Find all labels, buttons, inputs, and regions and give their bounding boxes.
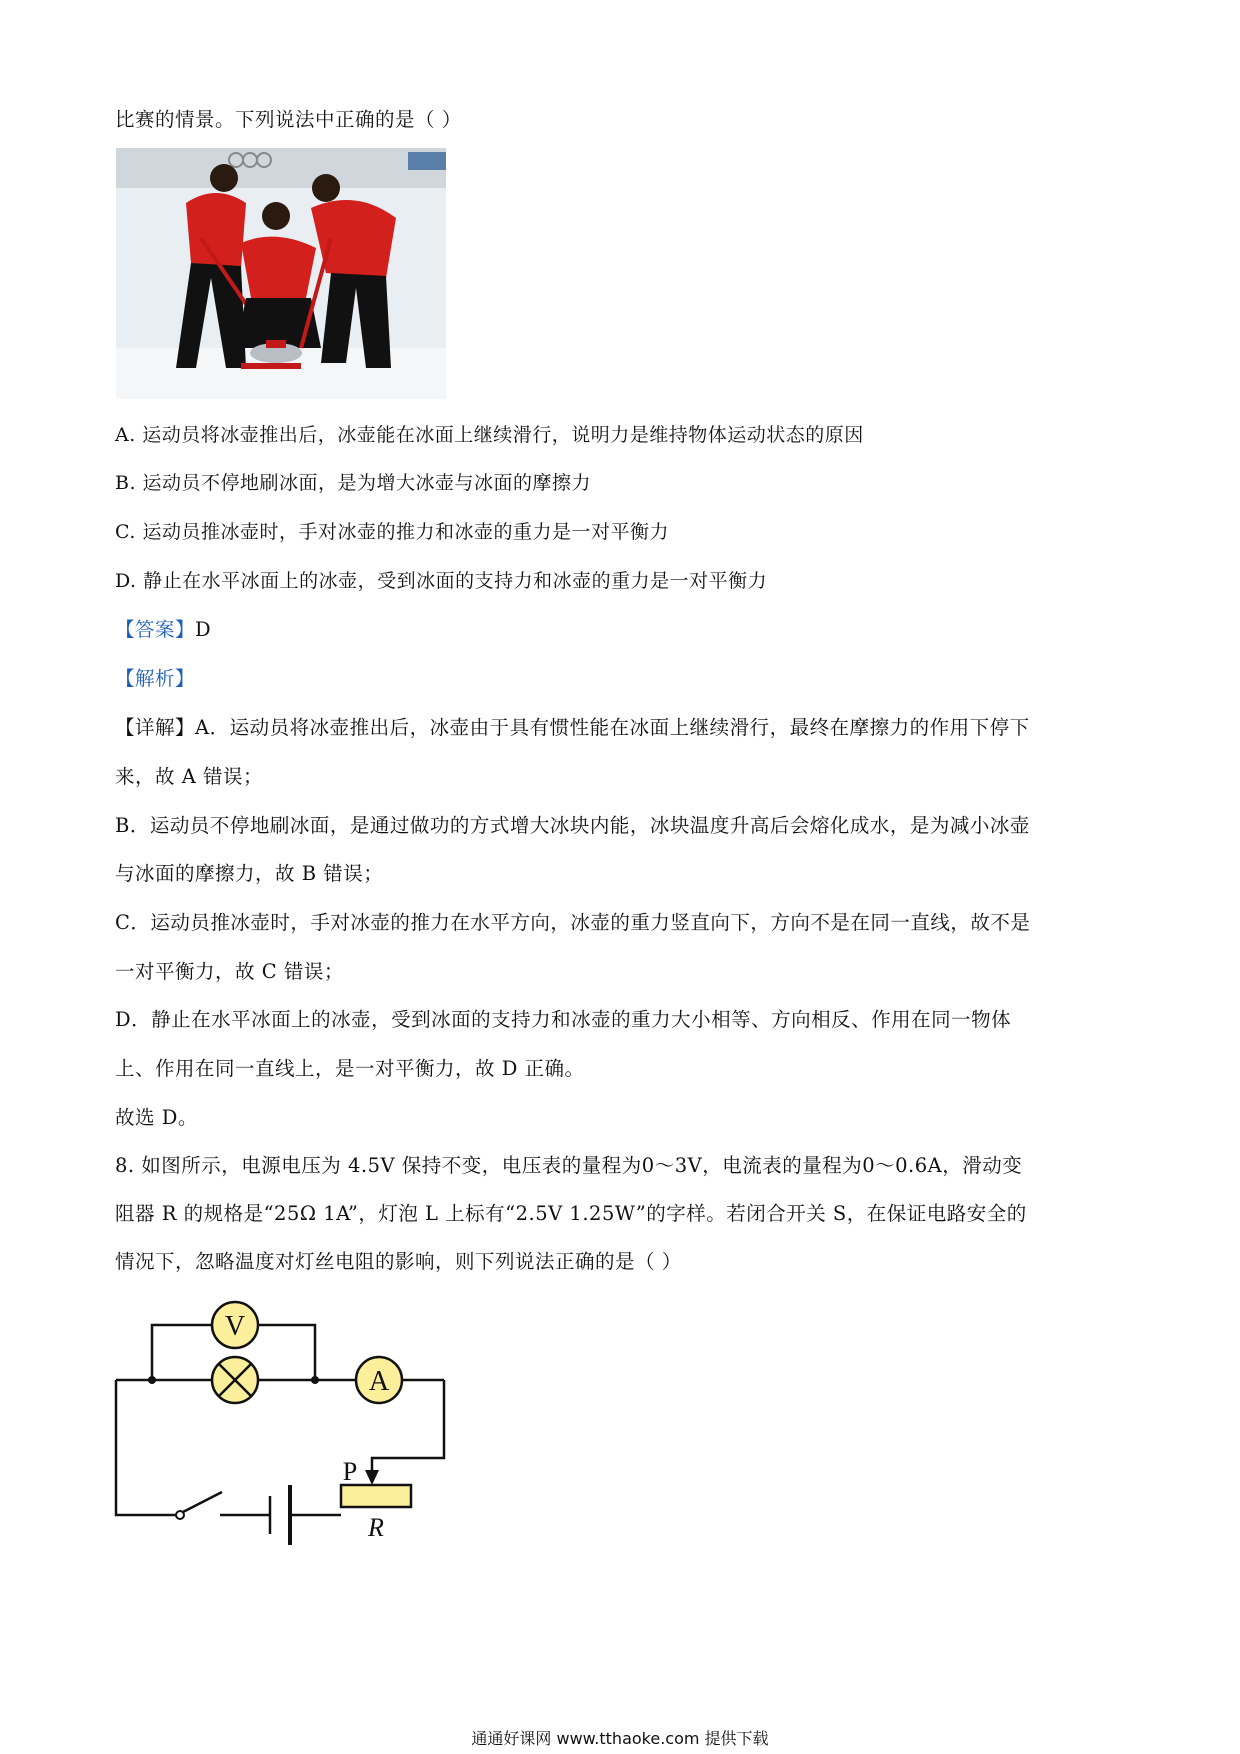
voltmeter-label: V — [224, 1311, 246, 1342]
ammeter-label: A — [368, 1366, 390, 1397]
detail-line-5: C．运动员推冰壶时，手对冰壶的推力在水平方向，冰壶的重力竖直向下，方向不是在同一直线，故不是 — [115, 911, 1031, 934]
detail-line-3: B．运动员不停地刷冰面，是通过做功的方式增大冰块内能，冰块温度升高后会熔化成水，是为减小冰壶 — [115, 814, 1030, 837]
slider-label: P — [342, 1457, 358, 1486]
detail-text: A．运动员将冰壶推出后，冰壶由于具有惯性能在冰面上继续滑行，最终在摩擦力的作用下停下 — [195, 716, 1030, 739]
option-a: A. 运动员将冰壶推出后，冰壶能在冰面上继续滑行，说明力是维持物体运动状态的原因 — [115, 424, 864, 446]
analysis-tag: 【解析】 — [115, 667, 196, 690]
detail-line-6: 一对平衡力，故 C 错误； — [115, 960, 344, 983]
detail-tag: 【详解】 — [115, 716, 196, 739]
q8-line-1: 8. 如图所示，电源电压为 4.5V 保持不变，电压表的量程为0～3V，电流表的量程为0～0.6A，滑动变 — [115, 1154, 1023, 1177]
q8-line-3: 情况下，忽略温度对灯丝电阻的影响，则下列说法正确的是（ ） — [115, 1250, 682, 1273]
option-d: D. 静止在水平冰面上的冰壶，受到冰面的支持力和冰壶的重力是一对平衡力 — [115, 570, 768, 592]
option-b: B. 运动员不停地刷冰面，是为增大冰壶与冰面的摩擦力 — [115, 472, 592, 494]
option-c: C. 运动员推冰壶时，手对冰壶的推力和冰壶的重力是一对平衡力 — [115, 521, 669, 543]
answer-line — [115, 614, 211, 642]
detail-line-2: 来，故 A 错误； — [115, 765, 263, 788]
resistor-label: R — [368, 1513, 384, 1542]
detail-line-1 — [115, 712, 1030, 740]
question-intro: 比赛的情景。下列说法中正确的是（ ） — [115, 108, 462, 131]
detail-line-7: D．静止在水平冰面上的冰壶，受到冰面的支持力和冰壶的重力大小相等、方向相反、作用在同一物体 — [115, 1008, 1012, 1031]
curling-photo — [116, 148, 446, 399]
answer-tag: 【答案】 — [115, 618, 196, 641]
detail-line-4: 与冰面的摩擦力，故 B 错误； — [115, 862, 384, 885]
answer-value: D — [195, 618, 212, 641]
detail-line-8: 上、作用在同一直线上，是一对平衡力，故 D 正确。 — [115, 1057, 585, 1080]
detail-line-9: 故选 D。 — [115, 1106, 198, 1129]
circuit-diagram — [110, 1290, 470, 1570]
footer-credit: 通通好课网 www.tthaoke.com 提供下载 — [471, 1729, 769, 1748]
q8-line-2: 阻器 R 的规格是“25Ω 1A”，灯泡 L 上标有“2.5V 1.25W”的字样。若闭合开关 S，在保证电路安全的 — [115, 1202, 1027, 1225]
